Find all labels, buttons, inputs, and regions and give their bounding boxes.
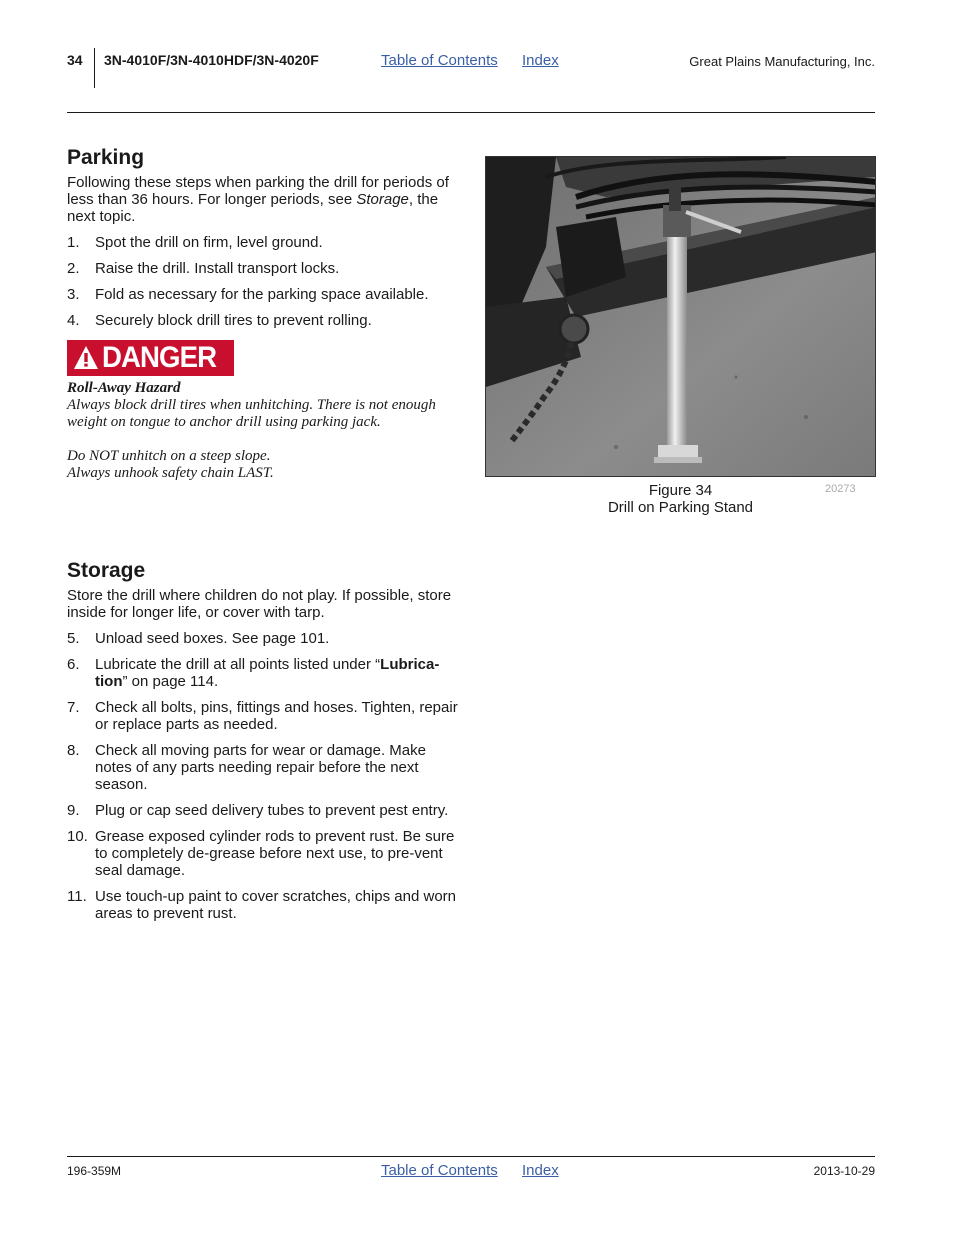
page-header: [67, 52, 875, 88]
company-name: Great Plains Manufacturing, Inc.: [689, 54, 875, 69]
danger-label: DANGER: [102, 341, 217, 375]
parking-steps: [67, 234, 462, 329]
step-number: 9.: [67, 802, 80, 820]
lubrication-reference: Lubrica-tion: [95, 656, 440, 691]
hazard-message: [67, 380, 462, 482]
figure-caption: [485, 482, 876, 516]
parking-intro-text: Following these steps when parking the drill for periods of less than 36 hours. For longer periods, see: [67, 174, 449, 209]
header-toc-link[interactable]: Table of Contents: [381, 52, 498, 69]
header-divider: [94, 48, 95, 88]
danger-badge: [67, 340, 234, 376]
step-number: 8.: [67, 742, 80, 760]
list-item: [67, 656, 462, 690]
page-footer: [67, 1162, 875, 1182]
document-number: 196-359M: [67, 1164, 122, 1178]
list-item: [67, 286, 462, 303]
hazard-line: Do NOT unhitch on a steep slope.: [67, 448, 271, 465]
step-text: Grease exposed cylinder rods to prevent rust. Be sure to completely de-grease before next use, to pre-vent seal damage.: [95, 828, 455, 880]
parking-heading: Parking: [67, 146, 145, 169]
step-number: 6.: [67, 656, 80, 674]
list-item: [67, 828, 462, 879]
step-text: Raise the drill. Install transport locks.: [95, 260, 340, 278]
header-index-link[interactable]: Index: [522, 52, 559, 69]
photo-illustration: [486, 157, 876, 477]
hazard-spacer: [67, 431, 462, 448]
step-text: Check all bolts, pins, fittings and hoses. Tighten, repair or replace parts as needed.: [95, 699, 458, 734]
list-item: [67, 888, 462, 922]
list-item: [67, 234, 462, 251]
storage-reference: Storage: [356, 191, 409, 209]
list-item: [67, 312, 462, 329]
publication-date: 2013-10-29: [813, 1164, 875, 1178]
step-text: Lubricate the drill at all points listed under “: [95, 656, 381, 674]
model-title: 3N-4010F/3N-4010HDF/3N-4020F: [104, 52, 319, 68]
list-item: [67, 260, 462, 277]
step-number: 4.: [67, 312, 80, 330]
step-text: Spot the drill on firm, level ground.: [95, 234, 323, 252]
storage-section: [67, 559, 462, 931]
hazard-line: Always unhook safety chain LAST.: [67, 465, 274, 482]
storage-intro: Store the drill where children do not play. If possible, store inside for longer life, or cover with tarp.: [67, 587, 452, 622]
step-number: 2.: [67, 260, 80, 278]
footer-toc-link[interactable]: Table of Contents: [381, 1162, 498, 1179]
footer-index-link[interactable]: Index: [522, 1162, 559, 1179]
parking-intro: [67, 174, 462, 225]
warning-triangle-icon: [73, 345, 99, 371]
step-text: Plug or cap seed delivery tubes to prevent pest entry.: [95, 802, 449, 820]
step-text: Check all moving parts for wear or damage. Make notes of any parts needing repair before the next season.: [95, 742, 426, 794]
hazard-title: Roll-Away Hazard: [67, 380, 181, 397]
parking-stand-photo: [485, 156, 876, 477]
parking-intro-end: , the next topic.: [67, 191, 439, 226]
figure-label: Figure 34: [648, 482, 713, 499]
step-text: Fold as necessary for the parking space available.: [95, 286, 429, 304]
step-text: Unload seed boxes. See page 101.: [95, 630, 330, 648]
step-number: 5.: [67, 630, 80, 648]
list-item: [67, 742, 462, 793]
step-number: 11.: [67, 888, 87, 906]
list-item: [67, 699, 462, 733]
step-number: 3.: [67, 286, 80, 304]
figure-image-id: 20273: [825, 483, 856, 495]
hazard-line: Always block drill tires when unhitching. There is not enough weight on tongue to anchor drill using parking jack.: [67, 397, 436, 431]
step-number: 7.: [67, 699, 80, 717]
step-number: 1.: [67, 234, 80, 252]
storage-heading: Storage: [67, 559, 146, 582]
figure-title: Drill on Parking Stand: [607, 499, 754, 516]
footer-rule: [67, 1156, 875, 1157]
page-number: 34: [67, 52, 83, 68]
list-item: [67, 802, 462, 819]
step-text: ” on page 114.: [122, 673, 219, 691]
step-number: 10.: [67, 828, 88, 846]
header-rule: [67, 112, 875, 113]
list-item: [67, 630, 462, 647]
step-text: Use touch-up paint to cover scratches, chips and worn areas to prevent rust.: [95, 888, 457, 923]
step-text: Securely block drill tires to prevent rolling.: [95, 312, 372, 330]
storage-steps: [67, 630, 462, 922]
parking-section: [67, 146, 462, 482]
